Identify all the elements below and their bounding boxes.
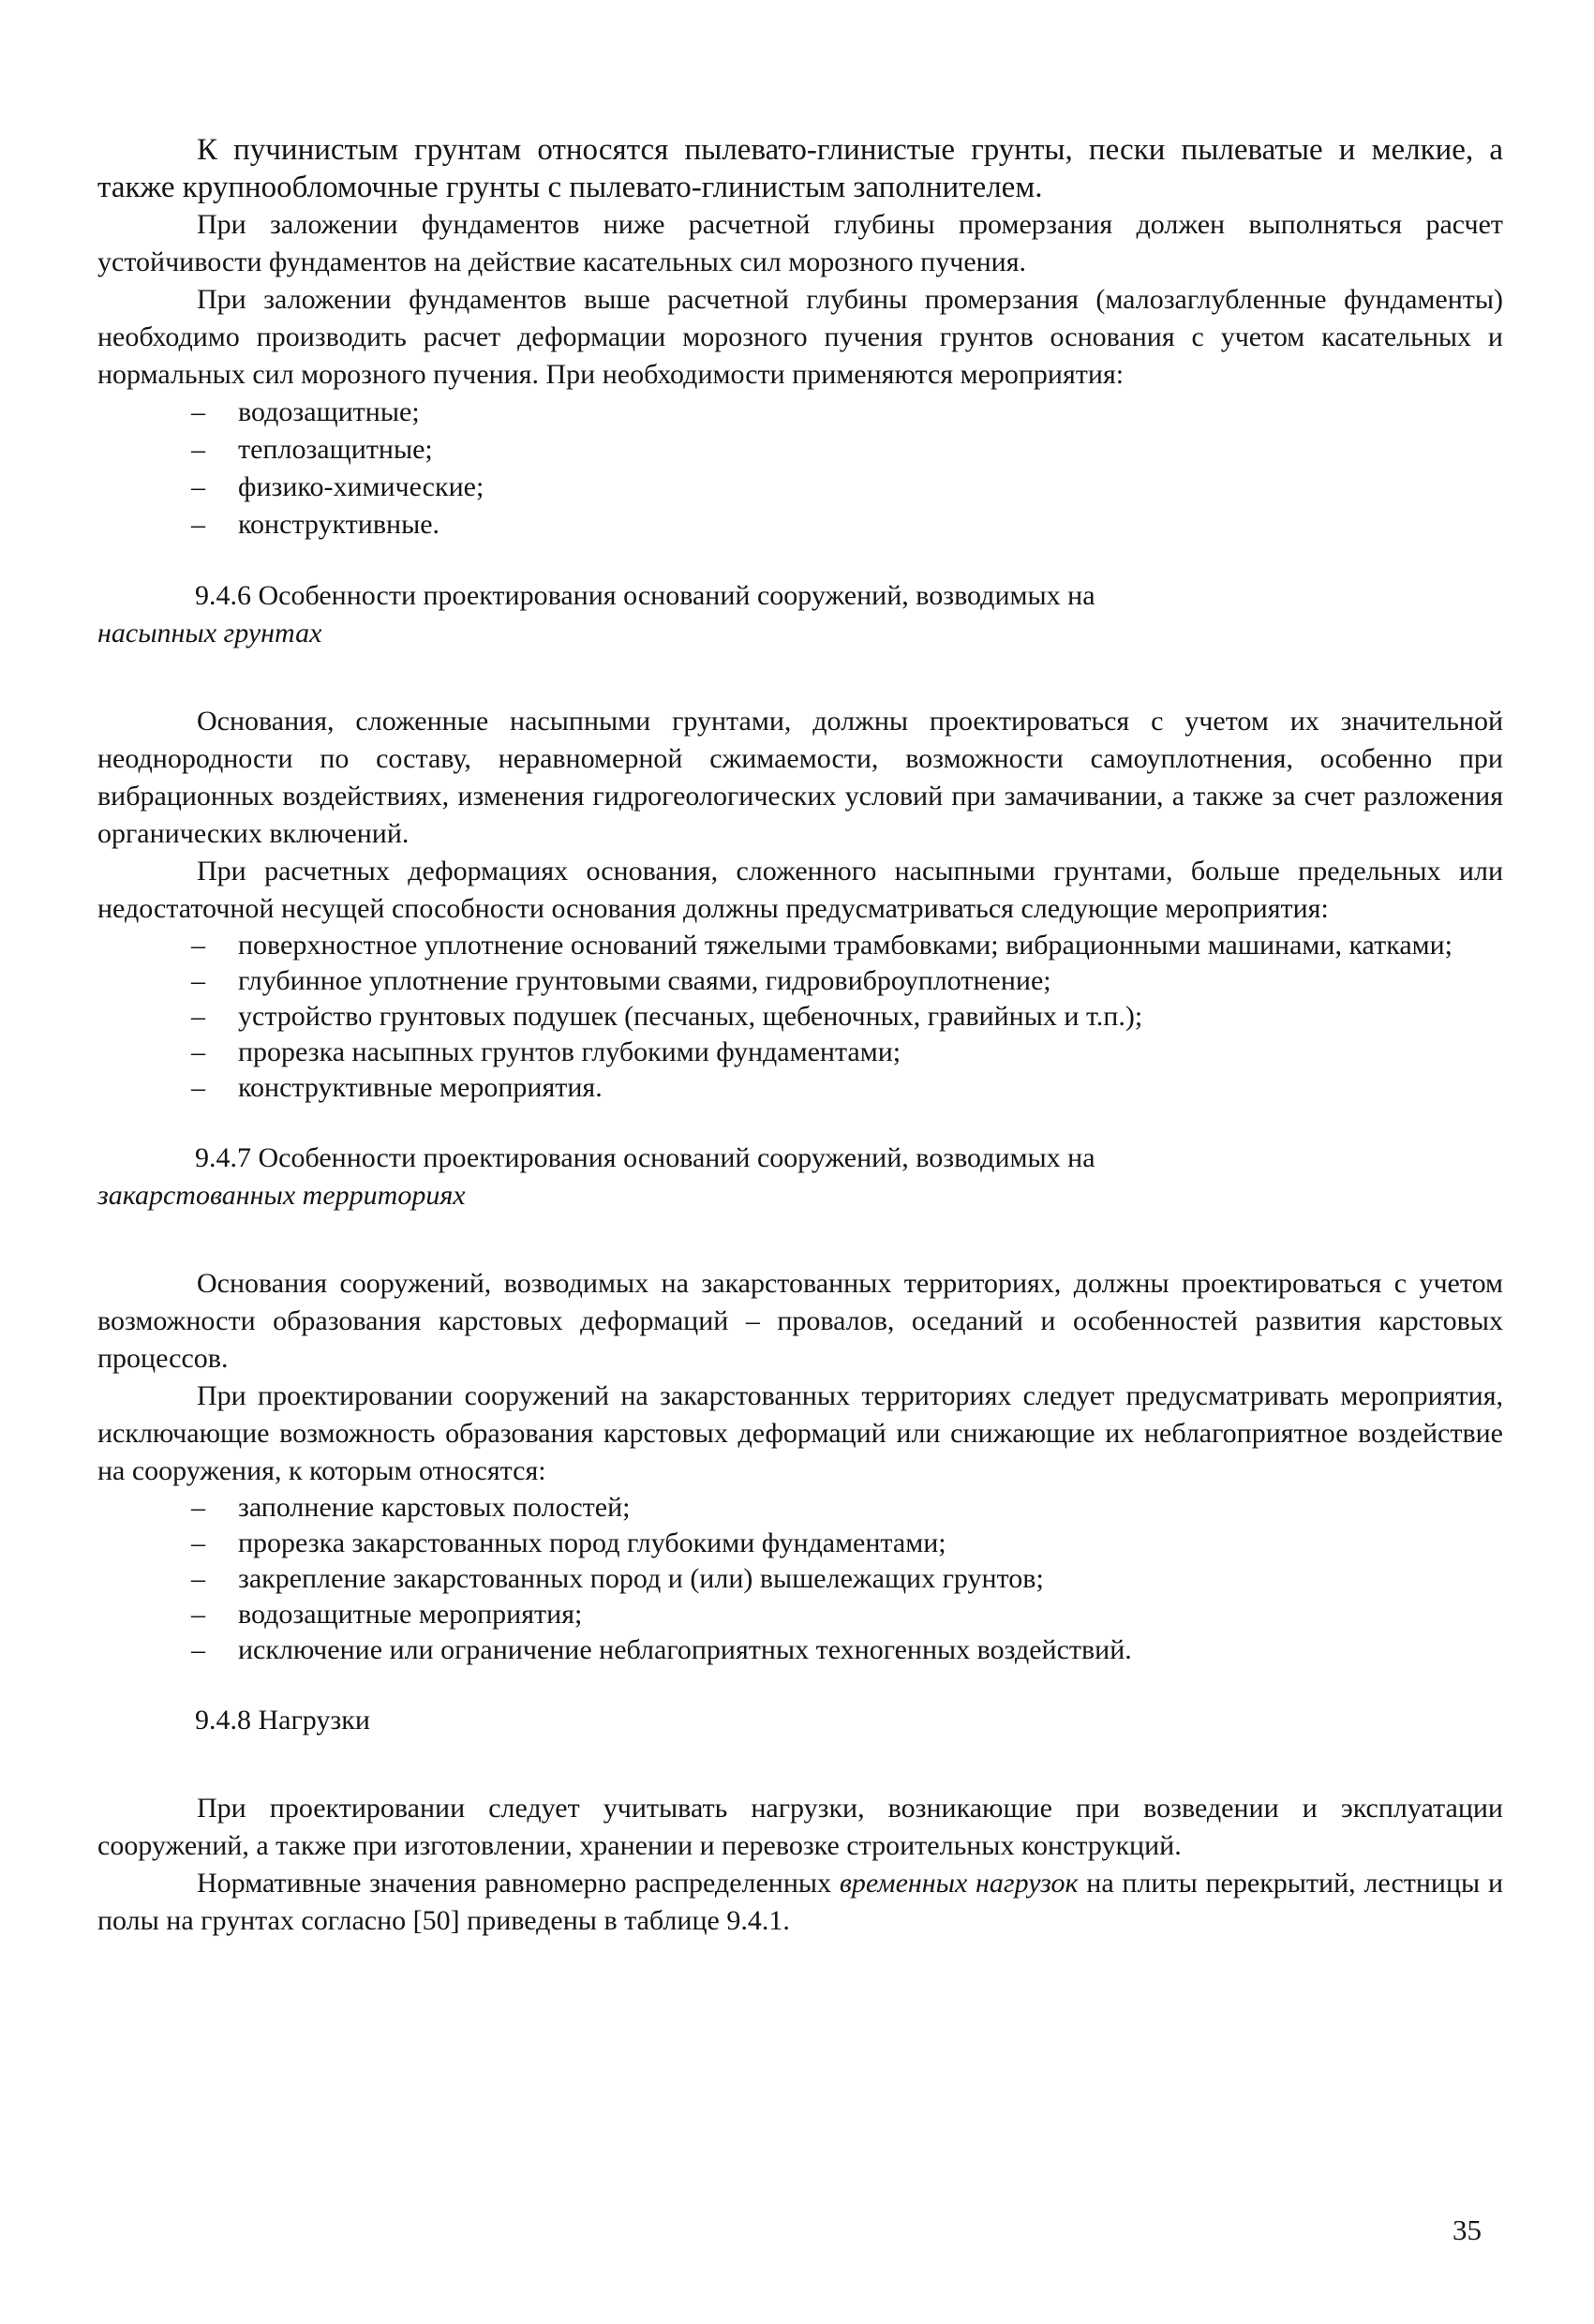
section-946-heading-italic: насыпных грунтах (97, 618, 322, 648)
list-item: – конструктивные мероприятия. (191, 1070, 1503, 1106)
list-item: – глубинное уплотнение грунтовыми сваями, гидровиброуплотнение; (191, 963, 1503, 999)
list-item: – теплозащитные; (191, 431, 1503, 469)
intro-paragraph-3: При заложении фундаментов выше расчетной глубины промерзания (малозаглубленные фундаменты) необходимо производить расчет деформации морозного пучения грунтов основания с учетом касательных и нормальных сил морозного пучения. При необходимости применяются мероприятия: (97, 284, 1503, 390)
section-948-heading (97, 1702, 1503, 1739)
section-946-paragraph-1: Основания, сложенные насыпными грунтами, должны проектироваться с учетом их значительной неоднородности по составу, неравномерной сжимаемости, возможности самоуплотнения, особенно при вибрационных воздействиях, изменения гидрогеологических условий при замачивании, а также за счет разложения органических включений. (97, 706, 1503, 849)
section-947-heading-italic: закарстованных территориях (97, 1180, 466, 1211)
list-item: – прорезка насыпных грунтов глубокими фундаментами; (191, 1035, 1503, 1070)
intro-paragraph-2: При заложении фундаментов ниже расчетной глубины промерзания должен выполняться расчет устойчивости фундаментов на действие касательных сил морозного пучения. (97, 209, 1503, 277)
section-947-measures-list (97, 1490, 1503, 1668)
section-947-heading (97, 1140, 1503, 1214)
page-number: 35 (1452, 2213, 1482, 2246)
intro-paragraph-1: К пучинистым грунтам относятся пылевато-глинистые грунты, пески пылеватые и мелкие, а также крупнообломочные грунты с пылевато-глинистым заполнителем. (97, 133, 1503, 204)
list-item: – прорезка закарстованных пород глубокими фундаментами; (191, 1526, 1503, 1561)
section-946-measures-list (97, 928, 1503, 1106)
list-item: – поверхностное уплотнение оснований тяжелыми трамбовками; вибрационными машинами, катками; (191, 928, 1503, 963)
section-948-paragraph-2 (97, 1865, 1503, 1940)
section-947-heading-text: 9.4.7 Особенности проектирования оснований сооружений, возводимых на (195, 1142, 1095, 1173)
intro-measures-list (97, 394, 1503, 544)
section-948-paragraph-1: При проектировании следует учитывать нагрузки, возникающие при возведении и эксплуатации сооружений, а также при изготовлении, хранении и перевозке строительных конструкций. (97, 1793, 1503, 1861)
section-948-paragraph-2-start: Нормативные значения равномерно распределенных (197, 1868, 832, 1899)
list-item: – конструктивные. (191, 506, 1503, 544)
section-946-heading (97, 577, 1503, 652)
list-item: – физико-химические; (191, 469, 1503, 506)
section-947-paragraph-1: Основания сооружений, возводимых на закарстованных территориях, должны проектироваться с учетом возможности образования карстовых деформаций – провалов, оседаний и особенностей развития карстовых процессов. (97, 1268, 1503, 1374)
list-item: – водозащитные мероприятия; (191, 1597, 1503, 1632)
list-item: – заполнение карстовых полостей; (191, 1490, 1503, 1526)
list-item: – устройство грунтовых подушек (песчаных, щебеночных, гравийных и т.п.); (191, 999, 1503, 1035)
section-946-paragraph-2: При расчетных деформациях основания, сложенного насыпными грунтами, больше предельных или недостаточной несущей способности основания должны предусматриваться следующие мероприятия: (97, 856, 1503, 924)
section-948-heading-text: 9.4.8 Нагрузки (195, 1705, 370, 1736)
section-948-paragraph-2-end: на плиты перекрытий, лестницы и полы на грунтах согласно [50] приведены в таблице 9.4.1. (97, 1868, 1504, 1936)
temporary-loads-term: временных нагрузок (839, 1868, 1079, 1899)
list-item: – водозащитные; (191, 394, 1503, 431)
section-947-paragraph-2: При проектировании сооружений на закарстованных территориях следует предусматривать мероприятия, исключающие возможность образования карстовых деформаций или снижающие их неблагоприятное воздействие на сооружения, к которым относятся: (97, 1380, 1503, 1486)
list-item: – закрепление закарстованных пород и (или) вышележащих грунтов; (191, 1561, 1503, 1597)
list-item: – исключение или ограничение неблагоприятных техногенных воздействий. (191, 1632, 1503, 1668)
section-946-heading-text: 9.4.6 Особенности проектирования оснований сооружений, возводимых на (195, 580, 1095, 611)
document-page (97, 131, 1503, 1940)
